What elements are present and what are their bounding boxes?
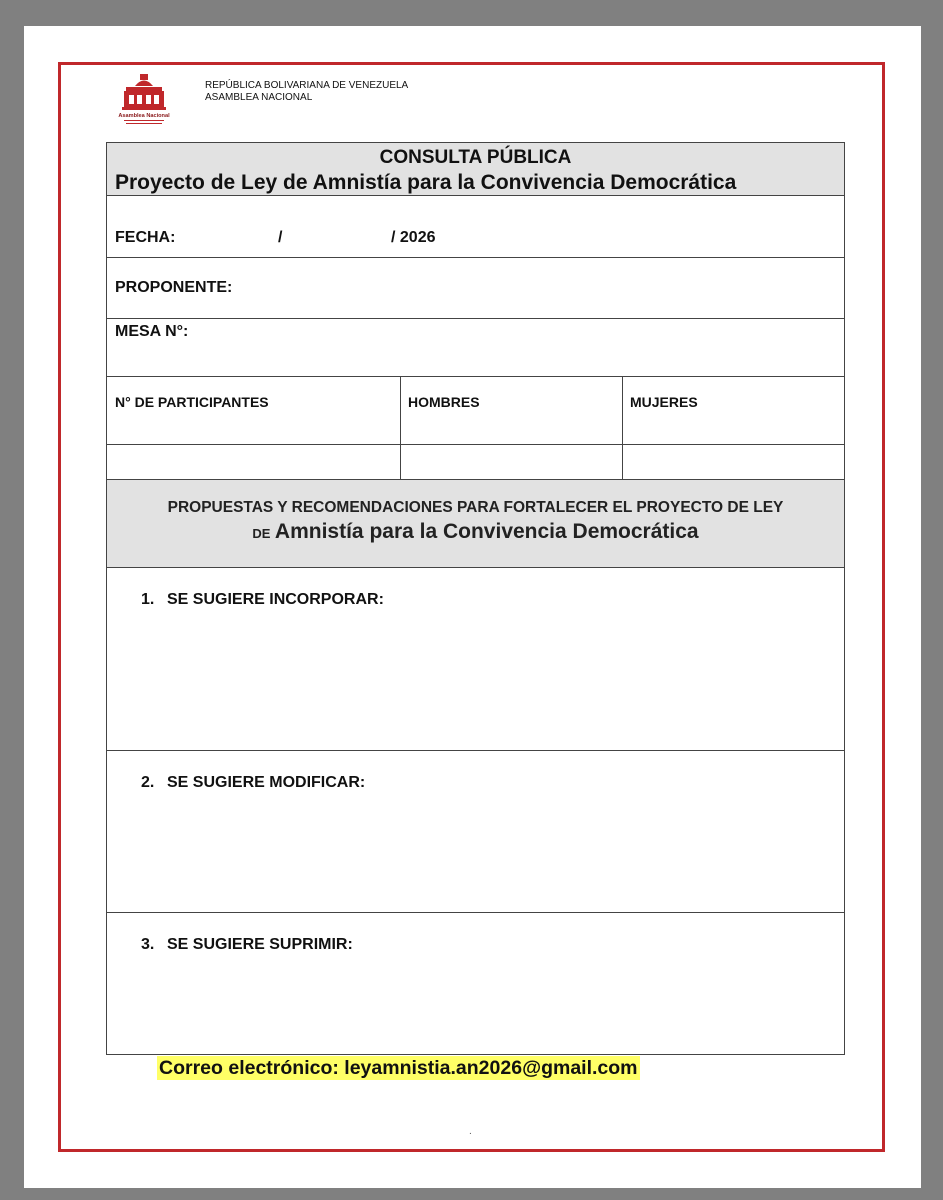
fecha-row[interactable] bbox=[107, 196, 844, 258]
mesa-label: MESA N°: bbox=[115, 323, 189, 340]
section-title: SE SUGIERE INCORPORAR: bbox=[167, 591, 384, 608]
column-divider bbox=[622, 377, 623, 444]
section-number: 3. bbox=[141, 936, 155, 953]
proposals-header-row bbox=[107, 480, 844, 568]
form-subtitle: Proyecto de Ley de Amnistía para la Convivencia Democrática bbox=[115, 171, 737, 194]
column-divider bbox=[400, 377, 401, 444]
proposals-heading: PROPUESTAS Y RECOMENDACIONES PARA FORTALECER EL PROYECTO DE LEY bbox=[167, 499, 784, 516]
mujeres-value-cell[interactable] bbox=[622, 445, 623, 479]
asamblea-nacional-logo bbox=[118, 72, 170, 128]
fecha-year: / 2026 bbox=[391, 229, 436, 246]
hombres-value-cell[interactable] bbox=[400, 445, 401, 479]
proponente-label: PROPONENTE: bbox=[115, 279, 233, 296]
proposals-heading-prefix: DE bbox=[252, 526, 271, 541]
section-label bbox=[141, 936, 353, 954]
participants-label: N° DE PARTICIPANTES bbox=[115, 394, 269, 410]
institution-name: ASAMBLEA NACIONAL bbox=[205, 92, 313, 103]
mujeres-label: MUJERES bbox=[630, 394, 698, 410]
section-number: 1. bbox=[141, 591, 155, 608]
fecha-label: FECHA: bbox=[115, 229, 176, 246]
participants-header-row bbox=[107, 377, 844, 445]
section-modificar[interactable] bbox=[107, 751, 844, 913]
section-number: 2. bbox=[141, 774, 155, 791]
proponente-row[interactable] bbox=[107, 258, 844, 319]
hombres-label: HOMBRES bbox=[408, 394, 480, 410]
section-title: SE SUGIERE MODIFICAR: bbox=[167, 774, 366, 791]
form-title-row bbox=[107, 143, 844, 196]
consultation-form bbox=[106, 142, 845, 1055]
country-name: REPÚBLICA BOLIVARIANA DE VENEZUELA bbox=[205, 80, 409, 91]
section-title: SE SUGIERE SUPRIMIR: bbox=[167, 936, 353, 953]
form-title: CONSULTA PÚBLICA bbox=[379, 147, 572, 168]
institution-header bbox=[205, 80, 408, 104]
proposals-heading-law bbox=[107, 520, 844, 544]
proposals-heading-law-name: Amnistía para la Convivencia Democrática bbox=[274, 520, 699, 543]
participants-values-row bbox=[107, 445, 844, 480]
contact-email: Correo electrónico: leyamnistia.an2026@gmail.com bbox=[159, 1057, 638, 1079]
footer-dot: . bbox=[469, 1126, 472, 1137]
capitol-building-icon bbox=[118, 72, 170, 128]
fecha-separator-1: / bbox=[278, 229, 283, 246]
section-suprimir[interactable] bbox=[107, 913, 844, 1054]
section-incorporar[interactable] bbox=[107, 568, 844, 751]
mesa-row[interactable] bbox=[107, 319, 844, 377]
logo-caption: Asamblea Nacional bbox=[118, 113, 170, 119]
section-label bbox=[141, 591, 384, 609]
section-label bbox=[141, 774, 365, 792]
